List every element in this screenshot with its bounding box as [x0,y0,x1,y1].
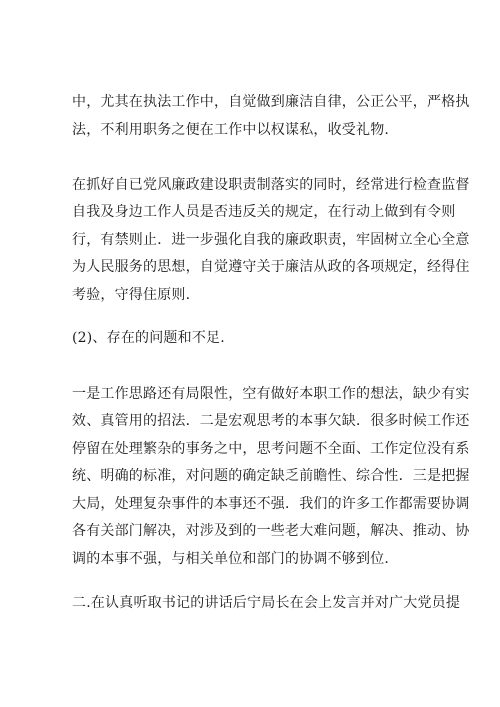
paragraph-2-line-3: 行，有禁则止．进一步强化自我的廉政职责，牢固树立全心全意 [72,232,470,248]
section-heading-2: (2)、存在的问题和不足. [72,330,225,346]
paragraph-2-line-1: 在抓好自已党风廉政建设职责制落实的同时，经常进行检查监督 [72,177,470,193]
paragraph-4-line-6: 各有关部门解决，对涉及到的一些老大难问题，解决、推动、协 [72,523,470,539]
paragraph-4-line-2: 效、真管用的招法．二是宏观思考的本事欠缺．很多时候工作还 [72,413,470,429]
paragraph-2-line-2: 自我及身边工作人员是否违反关的规定，在行动上做到有令则 [72,204,456,220]
paragraph-4-line-4: 统、明确的标准，对问题的确定缺乏前瞻性、综合性．三是把握 [72,468,470,484]
paragraph-2-line-4: 为人民服务的思想，自觉遵守关于廉洁从政的各项规定，经得住 [72,259,470,275]
paragraph-2-line-5: 考验，守得住原则. [72,287,191,303]
paragraph-4-line-1: 一是工作思路还有局限性，空有做好本职工作的想法，缺少有实 [72,386,470,402]
paragraph-4-line-7: 调的本事不强，与相关单位和部门的协调不够到位. [72,551,390,567]
paragraph-1-line-2: 法，不利用职务之便在工作中以权谋私，收受礼物. [72,122,390,138]
paragraph-5-line-1: 二.在认真听取书记的讲话后宁局长在会上发言并对广大党员提 [72,595,461,611]
paragraph-1-line-1: 中，尤其在执法工作中，自觉做到廉洁自律，公正公平，严格执 [72,94,470,110]
paragraph-4-line-5: 大局，处理复杂事件的本事还不强．我们的许多工作都需要协调 [72,496,470,512]
paragraph-4-line-3: 停留在处理繁杂的事务之中，思考问题不全面、工作定位没有系 [72,441,470,457]
